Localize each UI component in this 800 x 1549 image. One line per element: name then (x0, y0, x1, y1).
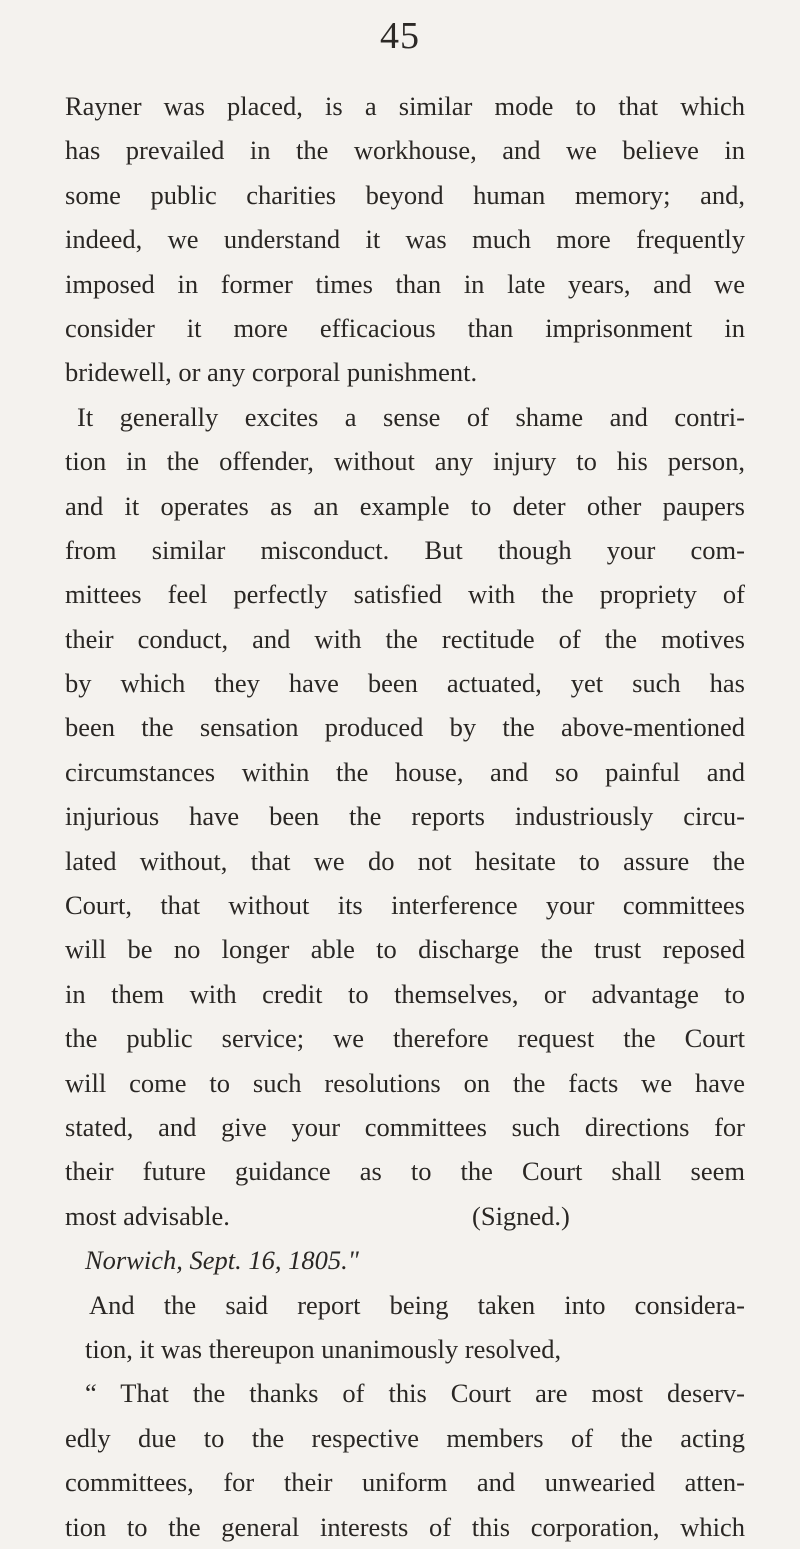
dateline: Norwich, Sept. 16, 1805." (85, 1245, 359, 1276)
text-line: consider it more efficacious than imprisonment in (65, 312, 745, 343)
text-line (65, 1194, 745, 1238)
text-line: in them with credit to themselves, or advantage to (65, 978, 745, 1009)
text-line: been the sensation produced by the above-mentioned (65, 712, 745, 743)
text-line: tion to the general interests of this corporation, which (65, 1511, 745, 1542)
text-line: some public charities beyond human memory; and, (65, 179, 745, 210)
text-line: mittees feel perfectly satisfied with the propriety of (65, 579, 745, 610)
text-line: their conduct, and with the rectitude of the motives (65, 623, 745, 654)
text-line: will be no longer able to discharge the trust reposed (65, 934, 745, 965)
text-line: It generally excites a sense of shame and contri- (77, 401, 745, 432)
text-line: committees, for their uniform and unwearied atten- (65, 1467, 745, 1498)
text-line: from similar misconduct. But though your com- (65, 534, 745, 565)
page-number: 45 (380, 15, 420, 57)
signed-mark: (Signed.) (472, 1200, 570, 1231)
text-line: and it operates as an example to deter other paupers (65, 490, 745, 521)
text-line: has prevailed in the workhouse, and we believe in (65, 135, 745, 166)
text-line: And the said report being taken into considera- (89, 1289, 745, 1320)
text-line: imposed in former times than in late years, and we (65, 268, 745, 299)
text-line: Rayner was placed, is a similar mode to that which (65, 91, 745, 121)
text-line: lated without, that we do not hesitate to assure the (65, 845, 745, 876)
text-line: edly due to the respective members of the acting (65, 1422, 745, 1453)
text-line: Court, that without its interference your committees (65, 890, 745, 921)
text-line: tion, it was thereupon unanimously resolved, (85, 1333, 562, 1364)
text-line: stated, and give your committees such directions for (65, 1111, 745, 1142)
text-line: indeed, we understand it was much more frequently (65, 224, 745, 255)
text-line: “ That the thanks of this Court are most deserv- (85, 1378, 745, 1409)
text-line: bridewell, or any corporal punishment. (65, 357, 478, 388)
text-line: the public service; we therefore request the Court (65, 1023, 745, 1054)
text-line: injurious have been the reports industriously circu- (65, 801, 745, 832)
document-body (65, 84, 745, 1549)
closing-phrase: most advisable. (65, 1200, 230, 1231)
text-line: by which they have been actuated, yet such has (65, 668, 745, 699)
text-line: tion in the offender, without any injury to his person, (65, 446, 745, 477)
text-line: circumstances within the house, and so painful and (65, 756, 745, 787)
text-line: their future guidance as to the Court shall seem (65, 1156, 745, 1187)
text-line: will come to such resolutions on the facts we have (65, 1067, 745, 1098)
